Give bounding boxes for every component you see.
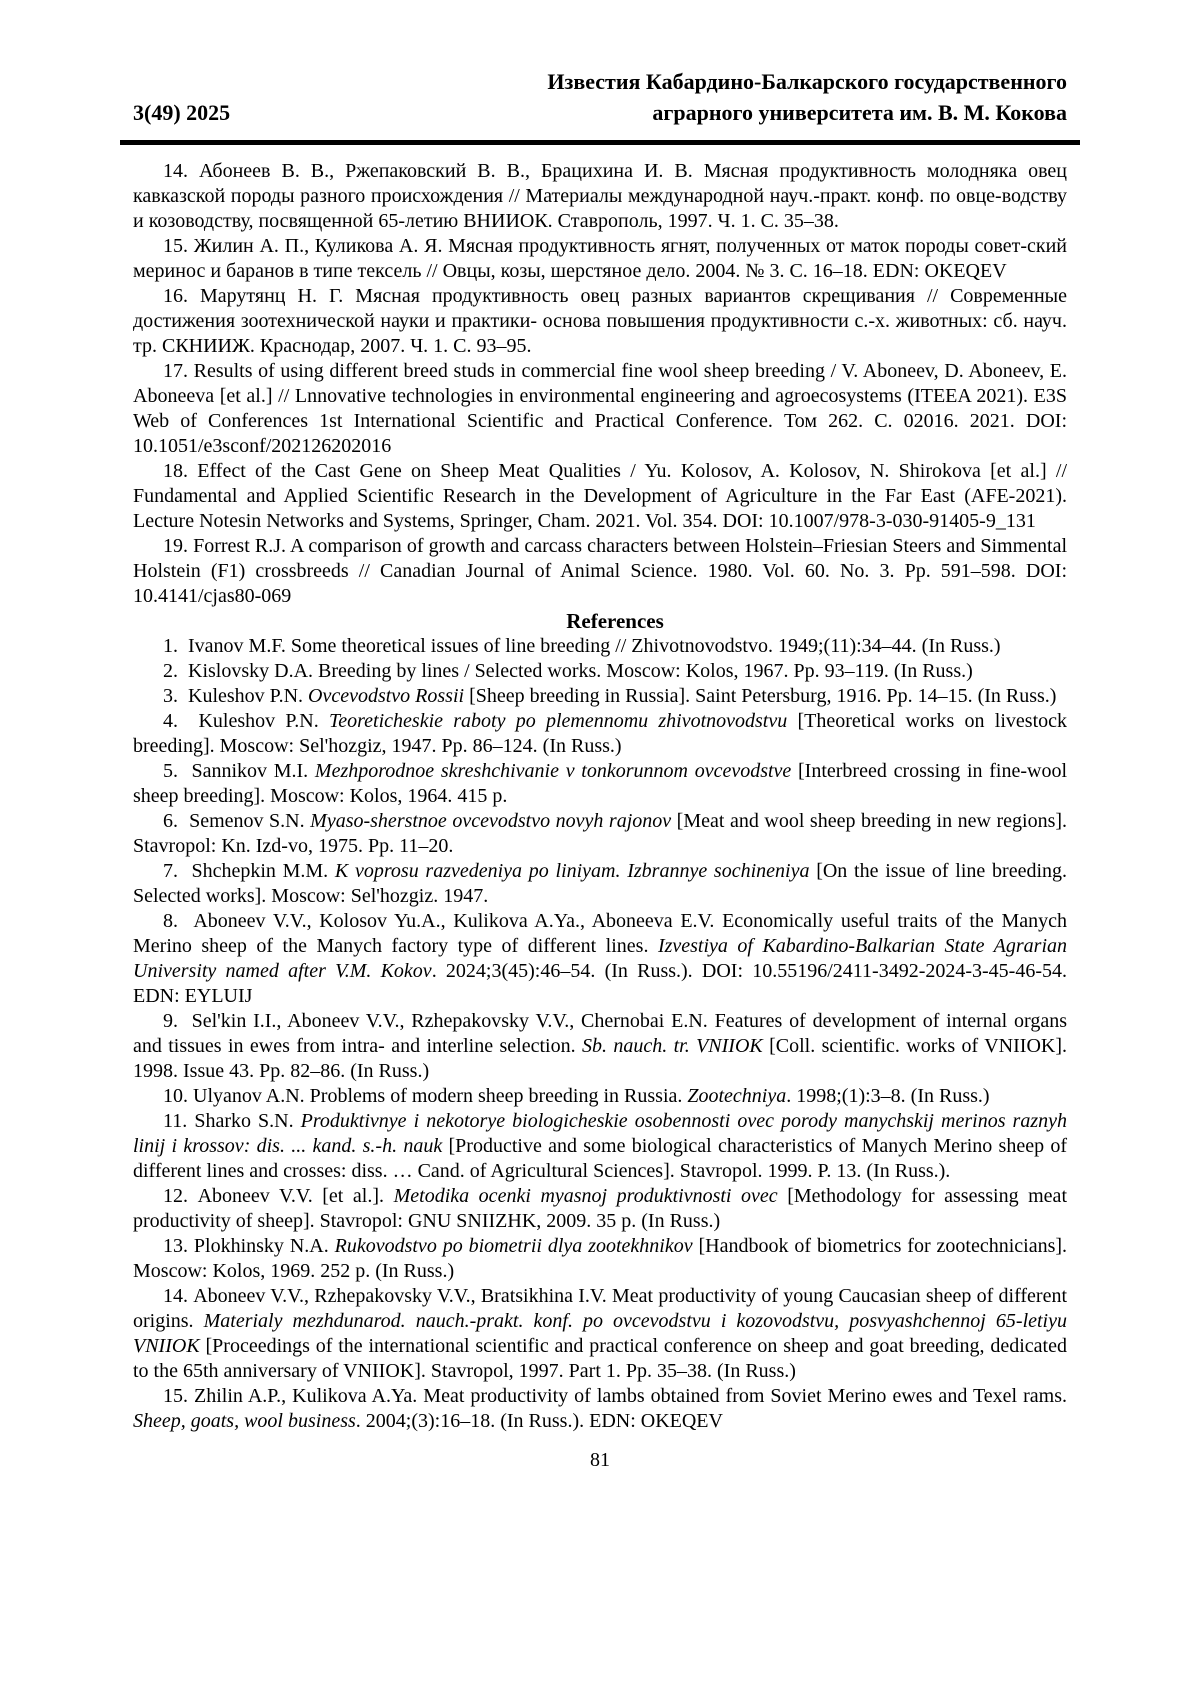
reference-item-ru-19: 19. Forrest R.J. A comparison of growth and carcass characters between Holstein–Friesian Steers and Simmental Holstein (F1) crossbreeds // Canadian Journal of Animal Science. 1980. Vol. 60. No. 3. Pp. 591–598. DOI: 10.4141/cjas80-069 [133, 535, 1067, 607]
page-content [133, 0, 1067, 1473]
issue-number: 3(49) 2025 [133, 100, 231, 125]
page-header [133, 66, 1067, 128]
reference-item-en-9: 9. Sel'kin I.I., Aboneev V.V., Rzhepakovsky V.V., Chernobai E.N. Features of development of internal organs and tissues in ewes from intra- and interline selection. Sb. nauch. tr. VNIIOK [Coll. scientific. works of VNIIOK]. 1998. Issue 43. Pp. 82–86. (In Russ.) [133, 1010, 1067, 1082]
references-heading: References [566, 609, 664, 633]
reference-item-en-13: 13. Plokhinsky N.A. Rukovodstvo po biometrii dlya zootekhnikov [Handbook of biometrics for zootechnicians]. Moscow: Kolos, 1969. 252 p. (In Russ.) [133, 1235, 1068, 1282]
reference-item-ru-18: 18. Effect of the Cast Gene on Sheep Meat Qualities / Yu. Kolosov, A. Kolosov, N. Shirokova [et al.] // Fundamental and Applied Scientific Research in the Development of Agriculture in the Far East (AFE-2021). Lecture Notesin Networks and Systems, Springer, Cham. 2021. Vol. 354. DOI: 10.1007/978-3-030-91405-9_131 [133, 460, 1067, 532]
reference-item-en-11: 11. Sharko S.N. Produktivnye i nekotorye biologicheskie osobennosti ovec porody manychskij merinos raznyh linij i krossov: dis. ... kand. s.-h. nauk [Productive and some biological characteristics of Manych Merino sheep of different lines and crosses: diss. … Cand. of Agricultural Sciences]. Stavropol. 1999. P. 13. (In Russ.). [133, 1110, 1068, 1182]
journal-title-line1: Известия Кабардино-Балкарского государственного [547, 69, 1067, 94]
reference-item-en-7: 7. Shchepkin M.M. K voprosu razvedeniya po liniyam. Izbrannye sochineniya [On the issue of line breeding. Selected works]. Moscow: Sel'hozgiz. 1947. [133, 860, 1067, 907]
reference-item-en-1: 1. Ivanov M.F. Some theoretical issues of line breeding // Zhivotnovodstvo. 1949;(11):34–44. (In Russ.) [163, 635, 1001, 657]
page-number: 81 [590, 1449, 610, 1471]
reference-item-en-3: 3. Kuleshov P.N. Ovcevodstvo Rossii [Sheep breeding in Russia]. Saint Petersburg, 1916. Pp. 14–15. (In Russ.) [163, 685, 1057, 707]
reference-item-en-10: 10. Ulyanov A.N. Problems of modern sheep breeding in Russia. Zootechniya. 1998;(1):3–8. (In Russ.) [163, 1085, 990, 1107]
reference-item-en-8: 8. Aboneev V.V., Kolosov Yu.A., Kulikova A.Ya., Aboneeva E.V. Economically useful traits of the Manych Merino sheep of the Manych factory type of different lines. Izvestiya of Kabardino-Balkarian State Agrarian University named after V.M. Kokov. 2024;3(45):46–54. (In Russ.). DOI: 10.55196/2411-3492-2024-3-45-46-54. EDN: EYLUIJ [133, 910, 1068, 1007]
reference-item-en-15: 15. Zhilin A.P., Kulikova A.Ya. Meat productivity of lambs obtained from Soviet Merino ewes and Texel rams. Sheep, goats, wool business. 2004;(3):16–18. (In Russ.). EDN: OKEQEV [133, 1385, 1067, 1432]
header-divider [120, 140, 1080, 145]
reference-item-en-2: 2. Kislovsky D.A. Breeding by lines / Selected works. Moscow: Kolos, 1967. Pp. 93–119. (In Russ.) [163, 660, 973, 682]
reference-item-en-5: 5. Sannikov M.I. Mezhporodnoe skreshchivanie v tonkorunnom ovcevodstve [Interbreed crossing in fine-wool sheep breeding]. Moscow: Kolos, 1964. 415 p. [133, 760, 1067, 807]
reference-item-ru-16: 16. Марутянц Н. Г. Мясная продуктивность овец разных вариантов скрещивания // Современные достижения зоотехнической науки и практики- основа повышения продуктивности с.-х. животных: сб. науч. тр. СКНИИЖ. Краснодар, 2007. Ч. 1. С. 93–95. [133, 285, 1067, 357]
reference-item-ru-14: 14. Абонеев В. В., Ржепаковский В. В., Брацихина И. В. Мясная продуктивность молодняка овец кавказской породы разного происхождения // Материалы международной науч.-практ. конф. по овце-водству и козоводству, посвященной 65-летию ВНИИОК. Ставрополь, 1997. Ч. 1. С. 35–38. [133, 160, 1067, 232]
reference-item-ru-15: 15. Жилин А. П., Куликова А. Я. Мясная продуктивность ягнят, полученных от маток породы совет-ский меринос и баранов в типе тексель // Овцы, козы, шерстяное дело. 2004. № 3. С. 16–18. EDN: OKEQEV [133, 235, 1067, 282]
reference-item-en-14: 14. Aboneev V.V., Rzhepakovsky V.V., Bratsikhina I.V. Meat productivity of young Caucasian sheep of different origins. Materialy mezhdunarod. nauch.-prakt. konf. po ovcevodstvu i kozovodstvu, posvyashchennoj 65-letiyu VNIIOK [Proceedings of the international scientific and practical conference on sheep and goat breeding, dedicated to the 65th anniversary of VNIIOK]. Stavropol, 1997. Part 1. Pp. 35–38. (In Russ.) [133, 1285, 1067, 1382]
reference-item-en-6: 6. Semenov S.N. Myaso-sherstnoe ovcevodstvo novyh rajonov [Meat and wool sheep breeding in new regions]. Stavropol: Kn. Izd-vo, 1975. Pp. 11–20. [133, 810, 1068, 857]
journal-title-line2: аграрного университета им. В. М. Кокова [652, 100, 1067, 125]
reference-item-ru-17: 17. Results of using different breed studs in commercial fine wool sheep breeding / V. Aboneev, D. Aboneev, E. Aboneeva [et al.] // Lnnovative technologies in environmental engineering and agroecosystems (ITEEA 2021). E3S Web of Conferences 1st International Scientific and Practical Conference. Том 262. С. 02016. 2021. DOI: 10.1051/e3sconf/202126202016 [133, 360, 1067, 457]
references-body [133, 159, 1067, 1434]
reference-item-en-12: 12. Aboneev V.V. [et al.]. Metodika ocenki myasnoj produktivnosti ovec [Methodology for assessing meat productivity of sheep]. Stavropol: GNU SNIIZHK, 2009. 35 p. (In Russ.) [133, 1185, 1067, 1232]
journal-title [547, 66, 1067, 128]
reference-item-en-4: 4. Kuleshov P.N. Teoreticheskie raboty po plemennomu zhivotnovodstvu [Theoretical works on livestock breeding]. Moscow: Sel'hozgiz, 1947. Pp. 86–124. (In Russ.) [133, 710, 1068, 757]
